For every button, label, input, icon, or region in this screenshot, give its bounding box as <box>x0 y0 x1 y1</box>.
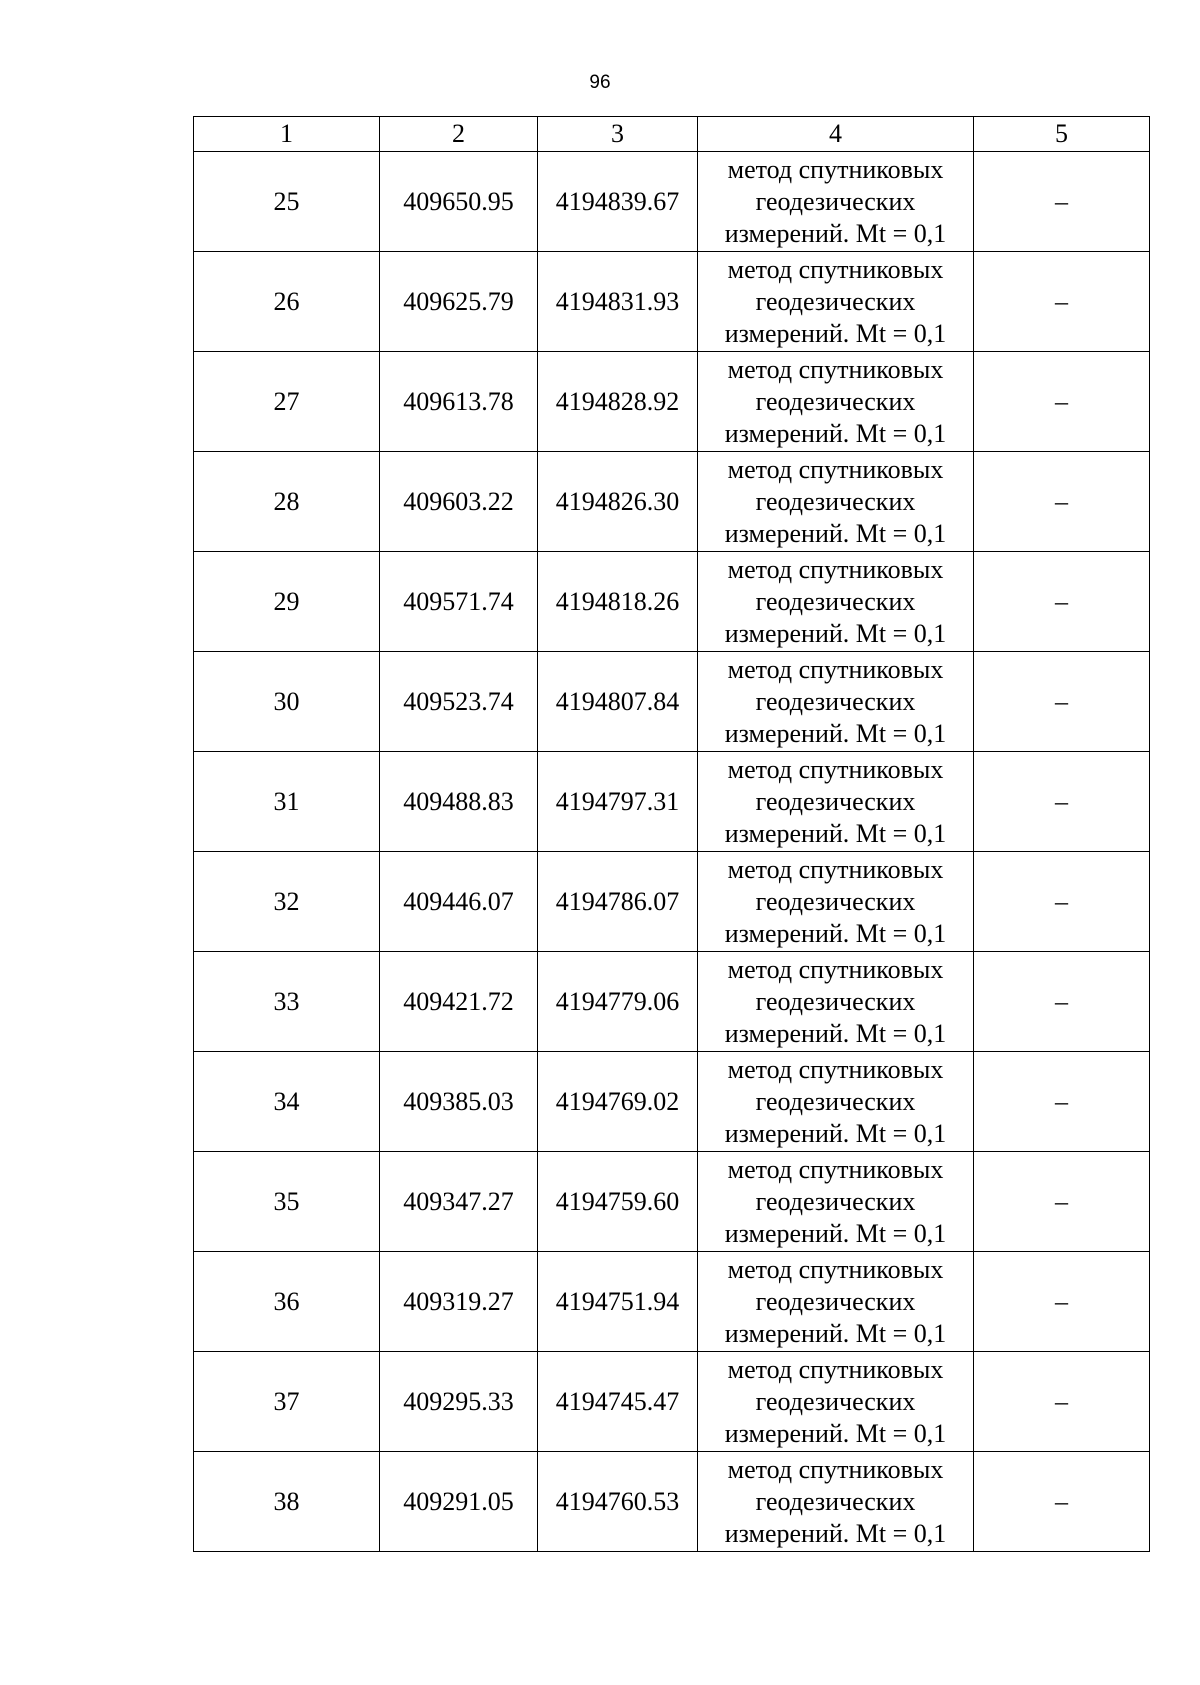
table-row <box>194 1252 1150 1352</box>
method-line: геодезических <box>755 1186 916 1216</box>
table-row <box>194 1352 1150 1452</box>
table-header <box>194 117 1150 152</box>
x-coordinate-cell: 409625.79 <box>380 252 538 352</box>
table-row <box>194 1152 1150 1252</box>
point-number-cell: 31 <box>194 752 380 852</box>
note-cell: – <box>974 752 1150 852</box>
x-coordinate-cell: 409523.74 <box>380 652 538 752</box>
y-coordinate-cell: 4194769.02 <box>538 1052 698 1152</box>
note-cell: – <box>974 1052 1150 1152</box>
method-line: метод спутниковых <box>727 954 944 984</box>
point-number-cell: 35 <box>194 1152 380 1252</box>
y-coordinate-cell: 4194818.26 <box>538 552 698 652</box>
note-cell: – <box>974 452 1150 552</box>
table-row <box>194 152 1150 252</box>
method-line: геодезических <box>755 486 916 516</box>
method-line: метод спутниковых <box>727 1254 944 1284</box>
y-coordinate-cell: 4194786.07 <box>538 852 698 952</box>
method-line: измерений. Mt = 0,1 <box>724 818 947 848</box>
method-line: метод спутниковых <box>727 1154 944 1184</box>
point-number-cell: 28 <box>194 452 380 552</box>
x-coordinate-cell: 409488.83 <box>380 752 538 852</box>
y-coordinate-cell: 4194760.53 <box>538 1452 698 1552</box>
method-line: измерений. Mt = 0,1 <box>724 1518 947 1548</box>
table-row <box>194 652 1150 752</box>
table-row <box>194 952 1150 1052</box>
method-line: геодезических <box>755 1086 916 1116</box>
method-cell <box>698 852 974 952</box>
header-col-3: 3 <box>538 117 698 152</box>
method-line: метод спутниковых <box>727 454 944 484</box>
method-cell <box>698 1452 974 1552</box>
method-line: измерений. Mt = 0,1 <box>724 718 947 748</box>
method-line: геодезических <box>755 586 916 616</box>
header-col-4: 4 <box>698 117 974 152</box>
method-cell <box>698 352 974 452</box>
method-cell <box>698 1352 974 1452</box>
y-coordinate-cell: 4194826.30 <box>538 452 698 552</box>
table-row <box>194 452 1150 552</box>
method-cell <box>698 152 974 252</box>
point-number-cell: 29 <box>194 552 380 652</box>
table-body <box>194 152 1150 1552</box>
method-line: измерений. Mt = 0,1 <box>724 218 947 248</box>
method-line: метод спутниковых <box>727 254 944 284</box>
point-number-cell: 37 <box>194 1352 380 1452</box>
y-coordinate-cell: 4194839.67 <box>538 152 698 252</box>
method-line: метод спутниковых <box>727 1054 944 1084</box>
method-line: метод спутниковых <box>727 154 944 184</box>
table-row <box>194 552 1150 652</box>
point-number-cell: 33 <box>194 952 380 1052</box>
note-cell: – <box>974 252 1150 352</box>
y-coordinate-cell: 4194751.94 <box>538 1252 698 1352</box>
method-cell <box>698 1152 974 1252</box>
y-coordinate-cell: 4194797.31 <box>538 752 698 852</box>
method-line: геодезических <box>755 1386 916 1416</box>
page-number: 96 <box>589 72 611 93</box>
method-line: геодезических <box>755 986 916 1016</box>
point-number-cell: 30 <box>194 652 380 752</box>
note-cell: – <box>974 1252 1150 1352</box>
table-row <box>194 852 1150 952</box>
method-line: измерений. Mt = 0,1 <box>724 1018 947 1048</box>
method-line: геодезических <box>755 686 916 716</box>
method-line: метод спутниковых <box>727 1354 944 1384</box>
x-coordinate-cell: 409385.03 <box>380 1052 538 1152</box>
note-cell: – <box>974 852 1150 952</box>
method-line: метод спутниковых <box>727 654 944 684</box>
method-line: геодезических <box>755 886 916 916</box>
y-coordinate-cell: 4194759.60 <box>538 1152 698 1252</box>
x-coordinate-cell: 409650.95 <box>380 152 538 252</box>
method-line: измерений. Mt = 0,1 <box>724 418 947 448</box>
y-coordinate-cell: 4194828.92 <box>538 352 698 452</box>
note-cell: – <box>974 152 1150 252</box>
table-row <box>194 1452 1150 1552</box>
y-coordinate-cell: 4194745.47 <box>538 1352 698 1452</box>
point-number-cell: 36 <box>194 1252 380 1352</box>
method-line: геодезических <box>755 1486 916 1516</box>
point-number-cell: 25 <box>194 152 380 252</box>
method-line: измерений. Mt = 0,1 <box>724 518 947 548</box>
x-coordinate-cell: 409446.07 <box>380 852 538 952</box>
x-coordinate-cell: 409347.27 <box>380 1152 538 1252</box>
method-cell <box>698 552 974 652</box>
x-coordinate-cell: 409319.27 <box>380 1252 538 1352</box>
method-line: измерений. Mt = 0,1 <box>724 918 947 948</box>
x-coordinate-cell: 409613.78 <box>380 352 538 452</box>
point-number-cell: 38 <box>194 1452 380 1552</box>
x-coordinate-cell: 409421.72 <box>380 952 538 1052</box>
x-coordinate-cell: 409603.22 <box>380 452 538 552</box>
method-line: геодезических <box>755 386 916 416</box>
method-cell <box>698 752 974 852</box>
method-line: метод спутниковых <box>727 354 944 384</box>
y-coordinate-cell: 4194831.93 <box>538 252 698 352</box>
point-number-cell: 26 <box>194 252 380 352</box>
method-cell <box>698 452 974 552</box>
table-row <box>194 752 1150 852</box>
y-coordinate-cell: 4194807.84 <box>538 652 698 752</box>
method-line: метод спутниковых <box>727 754 944 784</box>
note-cell: – <box>974 952 1150 1052</box>
y-coordinate-cell: 4194779.06 <box>538 952 698 1052</box>
method-line: измерений. Mt = 0,1 <box>724 1418 947 1448</box>
method-line: измерений. Mt = 0,1 <box>724 1218 947 1248</box>
x-coordinate-cell: 409295.33 <box>380 1352 538 1452</box>
method-line: измерений. Mt = 0,1 <box>724 618 947 648</box>
point-number-cell: 34 <box>194 1052 380 1152</box>
header-col-5: 5 <box>974 117 1150 152</box>
method-line: измерений. Mt = 0,1 <box>724 1318 947 1348</box>
method-line: геодезических <box>755 186 916 216</box>
note-cell: – <box>974 552 1150 652</box>
method-line: метод спутниковых <box>727 854 944 884</box>
method-line: метод спутниковых <box>727 554 944 584</box>
method-line: метод спутниковых <box>727 1454 944 1484</box>
table-row <box>194 1052 1150 1152</box>
note-cell: – <box>974 352 1150 452</box>
note-cell: – <box>974 652 1150 752</box>
header-col-2: 2 <box>380 117 538 152</box>
method-cell <box>698 1252 974 1352</box>
table-row <box>194 352 1150 452</box>
x-coordinate-cell: 409571.74 <box>380 552 538 652</box>
method-line: геодезических <box>755 286 916 316</box>
note-cell: – <box>974 1152 1150 1252</box>
point-number-cell: 27 <box>194 352 380 452</box>
coordinates-table <box>193 116 1150 1552</box>
method-line: измерений. Mt = 0,1 <box>724 318 947 348</box>
header-row <box>194 117 1150 152</box>
method-line: измерений. Mt = 0,1 <box>724 1118 947 1148</box>
header-col-1: 1 <box>194 117 380 152</box>
note-cell: – <box>974 1352 1150 1452</box>
method-cell <box>698 952 974 1052</box>
method-line: геодезических <box>755 786 916 816</box>
table-row <box>194 252 1150 352</box>
point-number-cell: 32 <box>194 852 380 952</box>
x-coordinate-cell: 409291.05 <box>380 1452 538 1552</box>
method-cell <box>698 252 974 352</box>
method-cell <box>698 1052 974 1152</box>
method-cell <box>698 652 974 752</box>
method-line: геодезических <box>755 1286 916 1316</box>
note-cell: – <box>974 1452 1150 1552</box>
